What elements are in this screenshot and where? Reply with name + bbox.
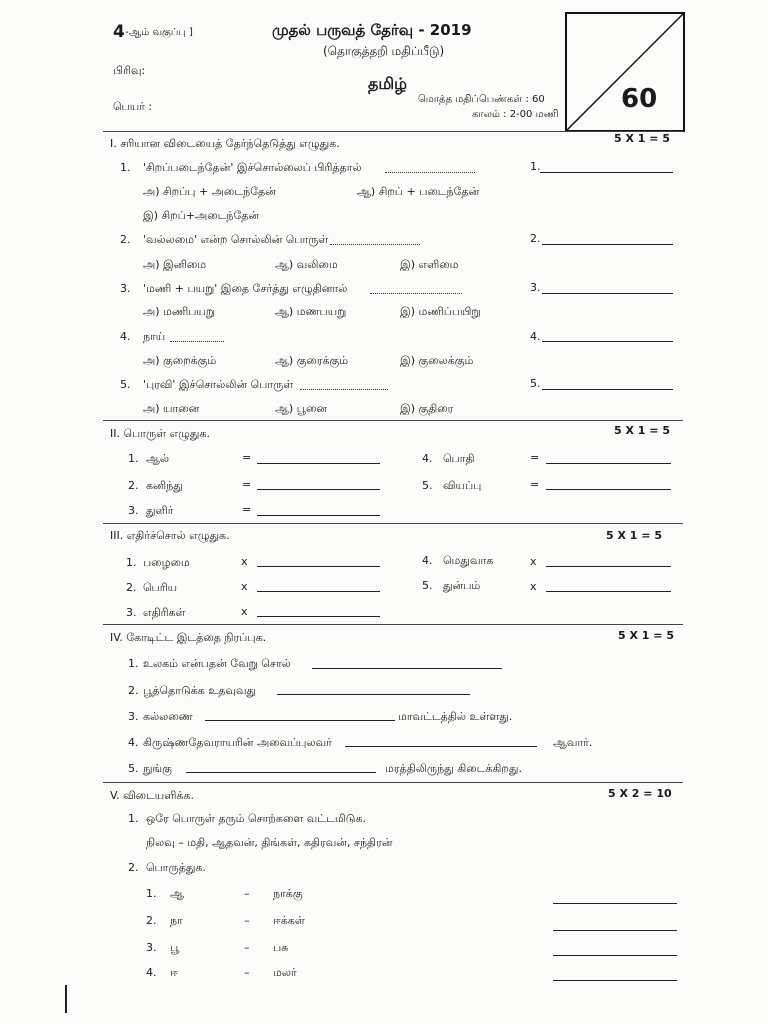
part5-marks: 5 X 2 = 10 bbox=[608, 787, 672, 800]
p3-item-1-word: பழைமை bbox=[143, 556, 190, 569]
p1-q3-text: 'மணி + பயறு' இதை சேர்த்து எழுதினால் bbox=[143, 282, 348, 295]
p1-q2-blank[interactable] bbox=[330, 244, 420, 245]
p2-item-3-answer-line[interactable] bbox=[257, 515, 380, 516]
header-divider bbox=[103, 131, 683, 132]
p3-item-5-word: துன்பம் bbox=[443, 579, 481, 592]
p4-q5-blank[interactable] bbox=[186, 772, 376, 773]
p3-item-1-sign: x bbox=[241, 555, 248, 568]
part2-marks: 5 X 1 = 5 bbox=[614, 424, 670, 437]
p1-q2-option-b[interactable]: ஆ) வலிமை bbox=[275, 258, 338, 271]
part2-divider bbox=[103, 523, 683, 524]
p2-item-2-word: கனிந்து bbox=[146, 479, 183, 492]
p2-item-4-answer-line[interactable] bbox=[546, 463, 671, 464]
part2-heading: II. பொருள் எழுதுக. bbox=[110, 427, 210, 440]
p3-item-2-answer-line[interactable] bbox=[257, 591, 380, 592]
p1-q1-answer-label: 1. bbox=[530, 160, 541, 173]
p1-q1-option-c[interactable]: இ) சிறப்+அடைந்தேன் bbox=[143, 209, 260, 222]
p3-item-3-word: எதிரிகள் bbox=[143, 606, 186, 619]
p1-q1-number: 1. bbox=[120, 161, 131, 174]
p4-q5-text: நுங்கு bbox=[143, 762, 172, 775]
p1-q4-blank[interactable] bbox=[170, 341, 224, 342]
p2-item-4-number: 4. bbox=[422, 452, 433, 465]
p1-q5-text: 'புரவி' இச்சொல்லின் பொருள் bbox=[143, 378, 294, 391]
match-row-2-right: ஈக்கள் bbox=[273, 914, 305, 927]
p1-q1-blank[interactable] bbox=[385, 172, 475, 173]
p5-q2-number: 2. bbox=[128, 861, 139, 874]
p3-item-3-answer-line[interactable] bbox=[257, 616, 380, 617]
p1-q1-option-a[interactable]: அ) சிறப்பு + அடைந்தேன் bbox=[143, 185, 276, 198]
match-row-4-number: 4. bbox=[146, 966, 157, 979]
p2-item-1-equals: = bbox=[242, 451, 252, 464]
p1-q5-blank[interactable] bbox=[300, 389, 388, 390]
match-row-1-dash: – bbox=[244, 887, 250, 900]
p1-q2-number: 2. bbox=[120, 233, 131, 246]
name-label: பெயர் : bbox=[113, 100, 153, 113]
p2-item-5-equals: = bbox=[530, 478, 540, 491]
p2-item-1-number: 1. bbox=[128, 452, 139, 465]
p2-item-3-equals: = bbox=[242, 503, 252, 516]
p1-q3-blank[interactable] bbox=[370, 293, 462, 294]
p1-q5-answer-label: 5. bbox=[530, 377, 541, 390]
p5-q1-word-list[interactable]: நிலவு – மதி, ஆதவன், திங்கள், கதிரவன், சந்திரன் bbox=[146, 836, 393, 849]
p1-q4-text: நாய் bbox=[143, 330, 166, 343]
p3-item-5-sign: x bbox=[530, 580, 537, 593]
p4-q5-number: 5. bbox=[128, 762, 139, 775]
match-row-3-number: 3. bbox=[146, 941, 157, 954]
grade-label: -ஆம் வகுப்பு ] bbox=[125, 27, 193, 38]
p1-q1-option-b[interactable]: ஆ) சிறப் + படைந்தேன் bbox=[357, 185, 480, 198]
p1-q4-option-c[interactable]: இ) குலைக்கும் bbox=[400, 354, 474, 367]
match-row-3-right: பசு bbox=[273, 941, 289, 954]
match-row-2-dash: – bbox=[244, 914, 250, 927]
p4-q3-text: கல்லணை bbox=[143, 710, 193, 723]
match-row-3-dash: – bbox=[244, 941, 250, 954]
p2-item-1-answer-line[interactable] bbox=[257, 463, 380, 464]
total-marks: மொத்த மதிப்பெண்கள் : 60 bbox=[418, 94, 545, 105]
p1-q3-option-b[interactable]: ஆ) மணபயறு bbox=[275, 305, 347, 318]
p1-q4-option-a[interactable]: அ) குறைக்கும் bbox=[143, 354, 217, 367]
p2-item-3-number: 3. bbox=[128, 504, 139, 517]
exam-duration: காலம் : 2-00 மணி bbox=[472, 109, 559, 120]
match-row-2-number: 2. bbox=[146, 914, 157, 927]
p3-item-3-number: 3. bbox=[126, 606, 137, 619]
p1-q1-answer-line[interactable] bbox=[540, 172, 673, 173]
p3-item-4-number: 4. bbox=[422, 554, 433, 567]
part3-divider bbox=[103, 624, 683, 625]
p1-q2-answer-line[interactable] bbox=[542, 244, 673, 245]
exam-title: முதல் பருவத் தேர்வு - 2019 bbox=[272, 21, 472, 39]
match-row-1-number: 1. bbox=[146, 887, 157, 900]
p1-q2-text: 'வல்லமை' என்ற சொல்லின் பொருள் bbox=[143, 233, 329, 246]
score-total: 60 bbox=[621, 84, 658, 114]
p4-q3-blank[interactable] bbox=[205, 720, 395, 721]
p2-item-2-equals: = bbox=[242, 478, 252, 491]
p5-q1-text: ஒரே பொருள் தரும் சொற்களை வட்டமிடுக. bbox=[146, 812, 366, 825]
match-row-2-left: நா bbox=[170, 914, 183, 927]
p1-q5-option-b[interactable]: ஆ) பூனை bbox=[275, 402, 328, 415]
part3-heading: III. எதிர்ச்சொல் எழுதுக. bbox=[110, 529, 230, 542]
p1-q2-option-c[interactable]: இ) எளிமை bbox=[400, 258, 459, 271]
part1-heading: I. சரியான விடையைத் தேர்ந்தெடுத்து எழுதுக. bbox=[110, 137, 340, 150]
p1-q1-text: 'சிறப்படைந்தேன்' இச்சொல்லைப் பிரித்தால் bbox=[143, 161, 362, 174]
p4-q2-text: பூத்தொடுக்க உதவுவது bbox=[143, 684, 257, 697]
margin-mark bbox=[65, 985, 67, 1013]
p4-q4-text: கிருஷ்ணதேவராயரின் அவைப்புலவர் bbox=[143, 736, 332, 749]
p2-item-2-answer-line[interactable] bbox=[257, 489, 380, 490]
p2-item-5-word: வியப்பு bbox=[443, 479, 482, 492]
p4-q2-blank[interactable] bbox=[277, 694, 470, 695]
p2-item-2-number: 2. bbox=[128, 479, 139, 492]
match-row-4-right: மலர் bbox=[273, 966, 297, 979]
part4-heading: IV. கோடிட்ட இடத்தை நிரப்புக. bbox=[110, 631, 267, 644]
p5-q2-text: பொருத்துக. bbox=[146, 861, 206, 874]
p4-q3-number: 3. bbox=[128, 710, 139, 723]
subject-title: தமிழ் bbox=[368, 74, 408, 93]
p3-item-4-word: மெதுவாக bbox=[443, 554, 494, 567]
p1-q2-answer-label: 2. bbox=[530, 232, 541, 245]
p3-item-1-answer-line[interactable] bbox=[257, 566, 380, 567]
match-row-4-left: ஈ bbox=[170, 966, 178, 979]
p5-q1-number: 1. bbox=[128, 812, 139, 825]
p2-item-4-word: பொதி bbox=[443, 452, 475, 465]
p1-q4-option-b[interactable]: ஆ) குரைக்கும் bbox=[275, 354, 349, 367]
part5-heading: V. விடையளிக்க. bbox=[110, 789, 194, 802]
p3-item-5-number: 5. bbox=[422, 579, 433, 592]
p1-q3-answer-line[interactable] bbox=[542, 293, 673, 294]
p1-q5-option-a[interactable]: அ) யானை bbox=[143, 402, 200, 415]
p1-q4-answer-label: 4. bbox=[530, 330, 541, 343]
match-row-3-answer-line[interactable] bbox=[553, 955, 677, 956]
p4-q1-text: உலகம் என்பதன் வேறு சொல் bbox=[143, 657, 291, 670]
part3-marks: 5 X 1 = 5 bbox=[606, 529, 662, 542]
p1-q5-answer-line[interactable] bbox=[542, 389, 673, 390]
p3-item-2-sign: x bbox=[241, 580, 248, 593]
p2-item-4-equals: = bbox=[530, 451, 540, 464]
p1-q4-answer-line[interactable] bbox=[542, 341, 673, 342]
match-row-1-answer-line[interactable] bbox=[553, 903, 677, 904]
p4-q4-suffix: ஆவார். bbox=[553, 736, 593, 749]
p3-item-1-number: 1. bbox=[126, 556, 137, 569]
section-label: பிரிவு: bbox=[113, 64, 146, 77]
p4-q1-number: 1. bbox=[128, 657, 139, 670]
match-row-4-dash: – bbox=[244, 966, 250, 979]
p3-item-3-sign: x bbox=[241, 605, 248, 618]
p1-q5-option-c[interactable]: இ) குதிரை bbox=[400, 402, 454, 415]
p4-q1-blank[interactable] bbox=[312, 668, 502, 669]
p4-q5-suffix: மரத்திலிருந்து கிடைக்கிறது. bbox=[385, 762, 522, 775]
match-row-2-answer-line[interactable] bbox=[553, 930, 677, 931]
p2-item-5-number: 5. bbox=[422, 479, 433, 492]
part1-divider bbox=[103, 420, 683, 421]
p3-item-2-word: பெரிய bbox=[143, 581, 178, 594]
p1-q3-number: 3. bbox=[120, 282, 131, 295]
p1-q5-number: 5. bbox=[120, 378, 131, 391]
p1-q3-answer-label: 3. bbox=[530, 281, 541, 294]
p4-q4-blank[interactable] bbox=[345, 746, 537, 747]
part4-divider bbox=[103, 782, 683, 783]
p1-q3-option-c[interactable]: இ) மணிப்பயிறு bbox=[400, 305, 481, 318]
score-box bbox=[565, 12, 685, 132]
match-row-3-left: பூ bbox=[170, 941, 180, 954]
p1-q2-option-a[interactable]: அ) இனிமை bbox=[143, 258, 207, 271]
match-row-1-left: ஆ bbox=[170, 887, 184, 900]
p4-q4-number: 4. bbox=[128, 736, 139, 749]
p2-item-3-word: துளிர் bbox=[146, 504, 174, 517]
p3-item-4-sign: x bbox=[530, 555, 537, 568]
p2-item-1-word: ஆல் bbox=[146, 452, 170, 465]
part4-marks: 5 X 1 = 5 bbox=[618, 629, 674, 642]
exam-subtitle: (தொகுத்தறி மதிப்பீடு) bbox=[323, 44, 445, 58]
p4-q3-suffix: மாவட்டத்தில் உள்ளது. bbox=[398, 710, 513, 723]
p3-item-2-number: 2. bbox=[126, 581, 137, 594]
p2-item-5-answer-line[interactable] bbox=[546, 489, 671, 490]
part1-marks: 5 X 1 = 5 bbox=[614, 132, 670, 145]
p3-item-5-answer-line[interactable] bbox=[546, 591, 671, 592]
match-row-4-answer-line[interactable] bbox=[553, 980, 677, 981]
match-row-1-right: நாக்கு bbox=[273, 887, 303, 900]
grade-number: 4 bbox=[113, 22, 125, 42]
p3-item-4-answer-line[interactable] bbox=[546, 566, 671, 567]
p4-q2-number: 2. bbox=[128, 684, 139, 697]
p1-q4-number: 4. bbox=[120, 330, 131, 343]
p1-q3-option-a[interactable]: அ) மணிபயறு bbox=[143, 305, 216, 318]
